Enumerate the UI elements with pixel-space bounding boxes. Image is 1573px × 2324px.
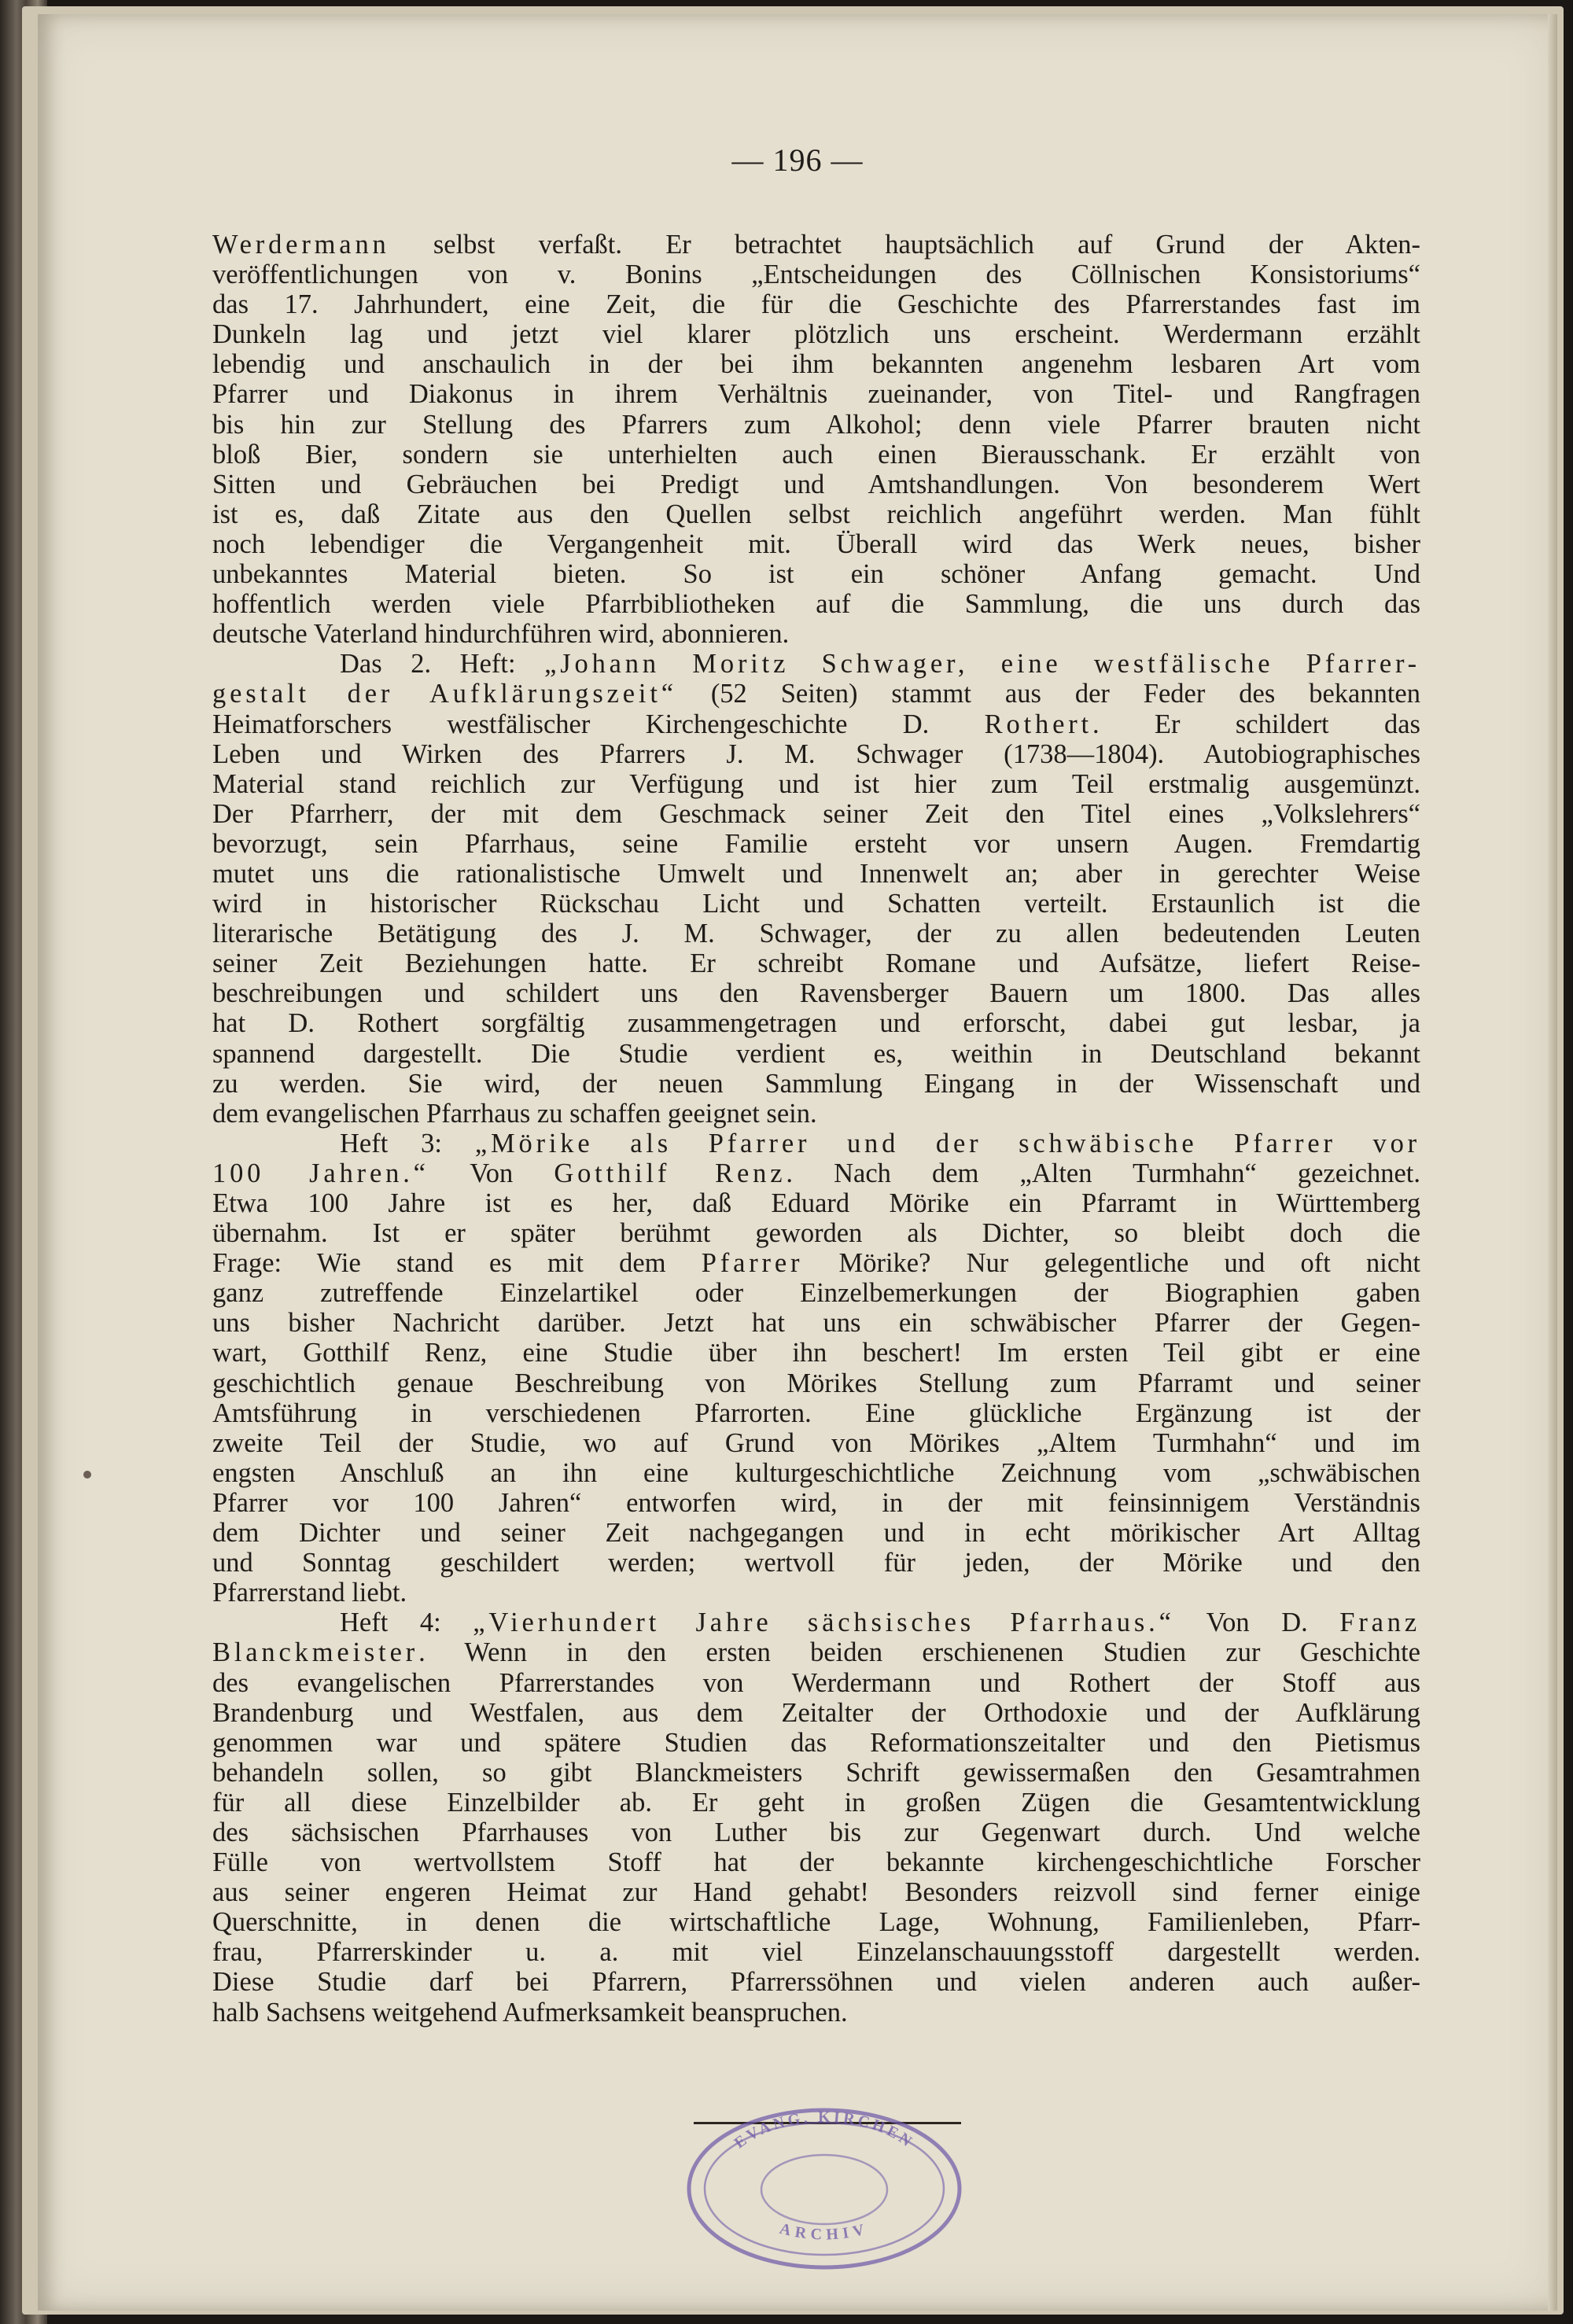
text-line xyxy=(212,589,1420,619)
text-run: Brandenburg und Westfalen, aus dem Zeitalter der Orthodoxie und der Aufklärung xyxy=(212,1697,1420,1728)
text-run: ganz zutreffende Einzelartikel oder Einzelbemerkungen der Biographien gaben xyxy=(212,1278,1420,1309)
text-line xyxy=(212,1578,1420,1608)
text-line xyxy=(212,679,1420,709)
text-line xyxy=(212,1428,1420,1458)
text-line xyxy=(212,1158,1420,1188)
text-run: Pfarrerstand liebt. xyxy=(212,1578,407,1608)
text-line xyxy=(212,1967,1420,1997)
text-line xyxy=(212,1637,1420,1667)
text-run: uns bisher Nachricht darüber. Jetzt hat uns ein schwäbischer Pfarrer der Gegen- xyxy=(212,1308,1420,1339)
text-run: ist es, daß Zitate aus den Quellen selbst reichlich angeführt werden. Man fühlt xyxy=(212,499,1420,529)
text-run: frau, Pfarrerskinder u. a. mit viel Einzelanschauungsstoff dargestellt werden. xyxy=(212,1937,1420,1968)
text-line xyxy=(212,1368,1420,1398)
text-run: genommen war und spätere Studien das Reformationszeitalter und den Pietismus xyxy=(212,1727,1420,1758)
spaced-emphasis: 100 Jahren.“ xyxy=(212,1158,429,1188)
text-run: Heft 4: xyxy=(340,1608,473,1638)
text-run: bis hin zur Stellung des Pfarrers zum Alkohol; denn viele Pfarrer brauten nicht xyxy=(212,409,1420,440)
margin-speck xyxy=(83,1471,91,1479)
text-run: Material stand reichlich zur Verfügung und ist hier zum Teil erstmalig ausgemünzt. xyxy=(212,768,1420,799)
spaced-emphasis: gestalt der Aufklärungszeit“ xyxy=(212,679,677,709)
text-line xyxy=(212,559,1420,589)
text-run: lebendig und anschaulich in der bei ihm bekannten angenehm lesbaren Art vom xyxy=(212,349,1420,380)
text-run: aus seiner engeren Heimat zur Hand gehabt! Besonders reizvoll sind ferner einige xyxy=(212,1877,1420,1908)
spaced-emphasis: Rothert xyxy=(984,709,1092,739)
text-line xyxy=(212,470,1420,499)
text-line xyxy=(212,1907,1420,1937)
text-run: Fülle von wertvollstem Stoff hat der bekannte kirchengeschichtliche Forscher xyxy=(212,1847,1420,1878)
text-line xyxy=(212,289,1420,319)
text-line xyxy=(212,739,1420,769)
text-line xyxy=(212,260,1420,289)
text-run: Querschnitte, in denen die wirtschaftliche Lage, Wohnung, Familienleben, Pfarr- xyxy=(212,1907,1420,1938)
text-line xyxy=(212,1308,1420,1338)
text-run: des sächsischen Pfarrhauses von Luther bis zur Gegenwart durch. Und welche xyxy=(212,1817,1420,1847)
text-run: das 17. Jahrhundert, eine Zeit, die für die Geschichte des Pfarrerstandes fast im xyxy=(212,289,1420,320)
text-run: Diese Studie darf bei Pfarrern, Pfarrerssöhnen und vielen anderen auch außer- xyxy=(212,1967,1420,1998)
text-run: Etwa 100 Jahre ist es her, daß Eduard Mörike ein Pfarramt in Württemberg xyxy=(212,1188,1420,1218)
text-run: . Nach dem „Alten Turmhahn“ gezeichnet. xyxy=(786,1158,1420,1188)
text-run: wart, Gotthilf Renz, eine Studie über ihn beschert! Im ersten Teil gibt er eine xyxy=(212,1338,1420,1368)
text-line xyxy=(212,499,1420,529)
text-run: selbst verfaßt. Er betrachtet hauptsächlich auf Grund der Akten- xyxy=(389,230,1420,260)
page-right-edge xyxy=(1548,14,1557,2311)
text-run: veröffentlichungen von v. Bonins „Entscheidungen des Cöllnischen Konsistoriums“ xyxy=(212,260,1420,290)
text-line xyxy=(212,1488,1420,1518)
text-line xyxy=(212,1788,1420,1818)
text-line xyxy=(212,769,1420,799)
text-line xyxy=(212,1039,1420,1069)
text-run: übernahm. Ist er später berühmt geworden als Dichter, so bleibt doch die xyxy=(212,1218,1420,1249)
text-run: (52 Seiten) stammt aus der Feder des bekannten xyxy=(676,679,1420,709)
text-run: bloß Bier, sondern sie unterhielten auch einen Bierausschank. Er erzählt von xyxy=(212,439,1420,470)
spaced-emphasis: Pfarrer xyxy=(701,1248,804,1279)
text-run: geschichtlich genaue Beschreibung von Mörikes Stellung zum Pfarramt und seiner xyxy=(212,1368,1420,1398)
text-line xyxy=(212,1099,1420,1129)
text-line xyxy=(212,1338,1420,1368)
text-line xyxy=(212,829,1420,859)
text-run: spannend dargestellt. Die Studie verdient es, weithin in Deutschland bekannt xyxy=(212,1038,1420,1069)
spaced-emphasis: „Johann Moritz Schwager, eine westfälische Pfarrer- xyxy=(544,649,1421,680)
text-run: behandeln sollen, so gibt Blanckmeisters Schrift gewissermaßen den Gesamtrahmen xyxy=(212,1757,1420,1788)
spaced-emphasis: Werdermann xyxy=(212,230,390,260)
text-line xyxy=(212,1877,1420,1907)
spaced-emphasis: Franz xyxy=(1339,1608,1420,1638)
text-line xyxy=(212,619,1420,649)
text-line xyxy=(212,1069,1420,1099)
text-line xyxy=(212,349,1420,379)
text-line xyxy=(212,859,1420,889)
text-line xyxy=(212,649,1420,679)
text-line xyxy=(212,1188,1420,1218)
text-run: beschreibungen und schildert uns den Ravensberger Bauern um 1800. Das alles xyxy=(212,978,1420,1009)
text-line xyxy=(212,410,1420,440)
text-run: Von xyxy=(429,1158,554,1188)
text-run: unbekanntes Material bieten. So ist ein schöner Anfang gemacht. Und xyxy=(212,559,1420,590)
text-run: zu werden. Sie wird, der neuen Sammlung Eingang in der Wissenschaft und xyxy=(212,1068,1420,1099)
text-line xyxy=(212,230,1420,260)
text-run: Pfarrer vor 100 Jahren“ entworfen wird, in der mit feinsinnigem Verständnis xyxy=(212,1487,1420,1518)
text-run: Amtsführung in verschiedenen Pfarrorten. Eine glückliche Ergänzung ist der xyxy=(212,1398,1420,1428)
text-run: literarische Betätigung des J. M. Schwager, der zu allen bedeutenden Leuten xyxy=(212,919,1420,949)
text-line xyxy=(212,1129,1420,1158)
page-number: — 196 — xyxy=(731,142,864,178)
spaced-emphasis: „Vierhundert Jahre sächsisches Pfarrhaus.“ xyxy=(473,1608,1175,1638)
stamp-bottom-text: ARCHIV xyxy=(777,2219,871,2244)
text-run: Frage: Wie stand es mit dem xyxy=(212,1248,702,1279)
text-line xyxy=(212,948,1420,978)
text-line xyxy=(212,919,1420,948)
text-run: Sitten und Gebräuchen bei Predigt und Amtshandlungen. Von besonderem Wert xyxy=(212,469,1420,499)
text-line xyxy=(212,529,1420,559)
body-text xyxy=(212,230,1420,2028)
text-run: noch lebendiger die Vergangenheit mit. Überall wird das Werk neues, bisher xyxy=(212,529,1420,559)
text-line xyxy=(212,709,1420,739)
text-line xyxy=(212,1008,1420,1038)
text-line xyxy=(212,1608,1420,1637)
text-line xyxy=(212,1818,1420,1847)
text-run: Heft 3: xyxy=(340,1128,475,1158)
text-run: . Er schildert das xyxy=(1092,709,1420,739)
text-line xyxy=(212,1847,1420,1877)
text-run: Der Pfarrherr, der mit dem Geschmack seiner Zeit den Titel eines „Volkslehrers“ xyxy=(212,798,1420,829)
text-line xyxy=(212,1278,1420,1308)
text-line xyxy=(212,1218,1420,1248)
text-run: . Wenn in den ersten beiden erschienenen Studien zur Geschichte xyxy=(418,1637,1420,1668)
text-run: Das 2. Heft: xyxy=(340,649,545,680)
text-run: hoffentlich werden viele Pfarrbibliotheken auf die Sammlung, die uns durch das xyxy=(212,589,1420,620)
stamp-outer-ring xyxy=(689,2110,960,2267)
text-run: für all diese Einzelbilder ab. Er geht in großen Zügen die Gesamtentwicklung xyxy=(212,1787,1420,1818)
text-run: engsten Anschluß an ihn eine kulturgeschichtliche Zeichnung vom „schwäbischen xyxy=(212,1457,1420,1488)
text-run: dem evangelischen Pfarrhaus zu schaffen geeignet sein. xyxy=(212,1098,817,1129)
text-line xyxy=(212,319,1420,349)
text-line xyxy=(212,1398,1420,1428)
text-run: Von D. xyxy=(1174,1608,1340,1638)
text-line xyxy=(212,889,1420,919)
text-line xyxy=(212,1758,1420,1788)
text-run: dem Dichter und seiner Zeit nachgegangen und in echt mörikischer Art Alltag xyxy=(212,1518,1420,1549)
spaced-emphasis: Gotthilf Renz xyxy=(554,1158,786,1188)
text-run: hat D. Rothert sorgfältig zusammengetragen und erforscht, dabei gut lesbar, ja xyxy=(212,1008,1420,1039)
text-line xyxy=(212,799,1420,829)
text-line xyxy=(212,1668,1420,1698)
text-line xyxy=(212,440,1420,470)
text-run: Pfarrer und Diakonus in ihrem Verhältnis zueinander, von Titel- und Rangfragen xyxy=(212,379,1420,410)
text-run: und Sonntag geschildert werden; wertvoll für jeden, der Mörike und den xyxy=(212,1548,1420,1578)
text-line xyxy=(212,1458,1420,1488)
text-run: seiner Zeit Beziehungen hatte. Er schreibt Romane und Aufsätze, liefert Reise- xyxy=(212,948,1420,979)
text-line xyxy=(212,978,1420,1008)
text-line xyxy=(212,1248,1420,1278)
text-line xyxy=(212,1937,1420,1967)
text-line xyxy=(212,1998,1420,2028)
text-line xyxy=(212,1548,1420,1578)
spaced-emphasis: Blanckmeister xyxy=(212,1637,419,1668)
text-run: Heimatforschers westfälischer Kirchengeschichte D. xyxy=(212,709,985,739)
text-run: Mörike? Nur gelegentliche und oft nicht xyxy=(803,1248,1420,1279)
text-run: des evangelischen Pfarrerstandes von Werdermann und Rothert der Stoff aus xyxy=(212,1667,1420,1698)
text-run: Dunkeln lag und jetzt viel klarer plötzlich uns erscheint. Werdermann erzählt xyxy=(212,319,1420,350)
text-line xyxy=(212,1518,1420,1548)
text-run: zweite Teil der Studie, wo auf Grund von Mörikes „Altem Turmhahn“ und im xyxy=(212,1427,1420,1458)
text-line xyxy=(212,379,1420,409)
text-run: mutet uns die rationalistische Umwelt und Innenwelt an; aber in gerechter Weise xyxy=(212,858,1420,889)
text-run: wird in historischer Rückschau Licht und Schatten verteilt. Erstaunlich ist die xyxy=(212,889,1420,919)
library-stamp xyxy=(667,2090,982,2271)
book-page xyxy=(38,14,1557,2311)
text-line xyxy=(212,1728,1420,1758)
text-line xyxy=(212,1698,1420,1728)
stamp-center-ring xyxy=(761,2155,887,2224)
stamp-top-text: EVANG. KIRCHEN xyxy=(731,2108,918,2153)
text-run: bevorzugt, sein Pfarrhaus, seine Familie ersteht vor unsern Augen. Fremdartig xyxy=(212,828,1420,859)
text-run: halb Sachsens weitgehend Aufmerksamkeit beanspruchen. xyxy=(212,1997,848,2028)
text-run: Leben und Wirken des Pfarrers J. M. Schwager (1738—1804). Autobiographisches xyxy=(212,738,1420,769)
text-run: deutsche Vaterland hindurchführen wird, abonnieren. xyxy=(212,619,790,650)
spaced-emphasis: „Mörike als Pfarrer und der schwäbische Pfarrer vor xyxy=(474,1128,1420,1158)
